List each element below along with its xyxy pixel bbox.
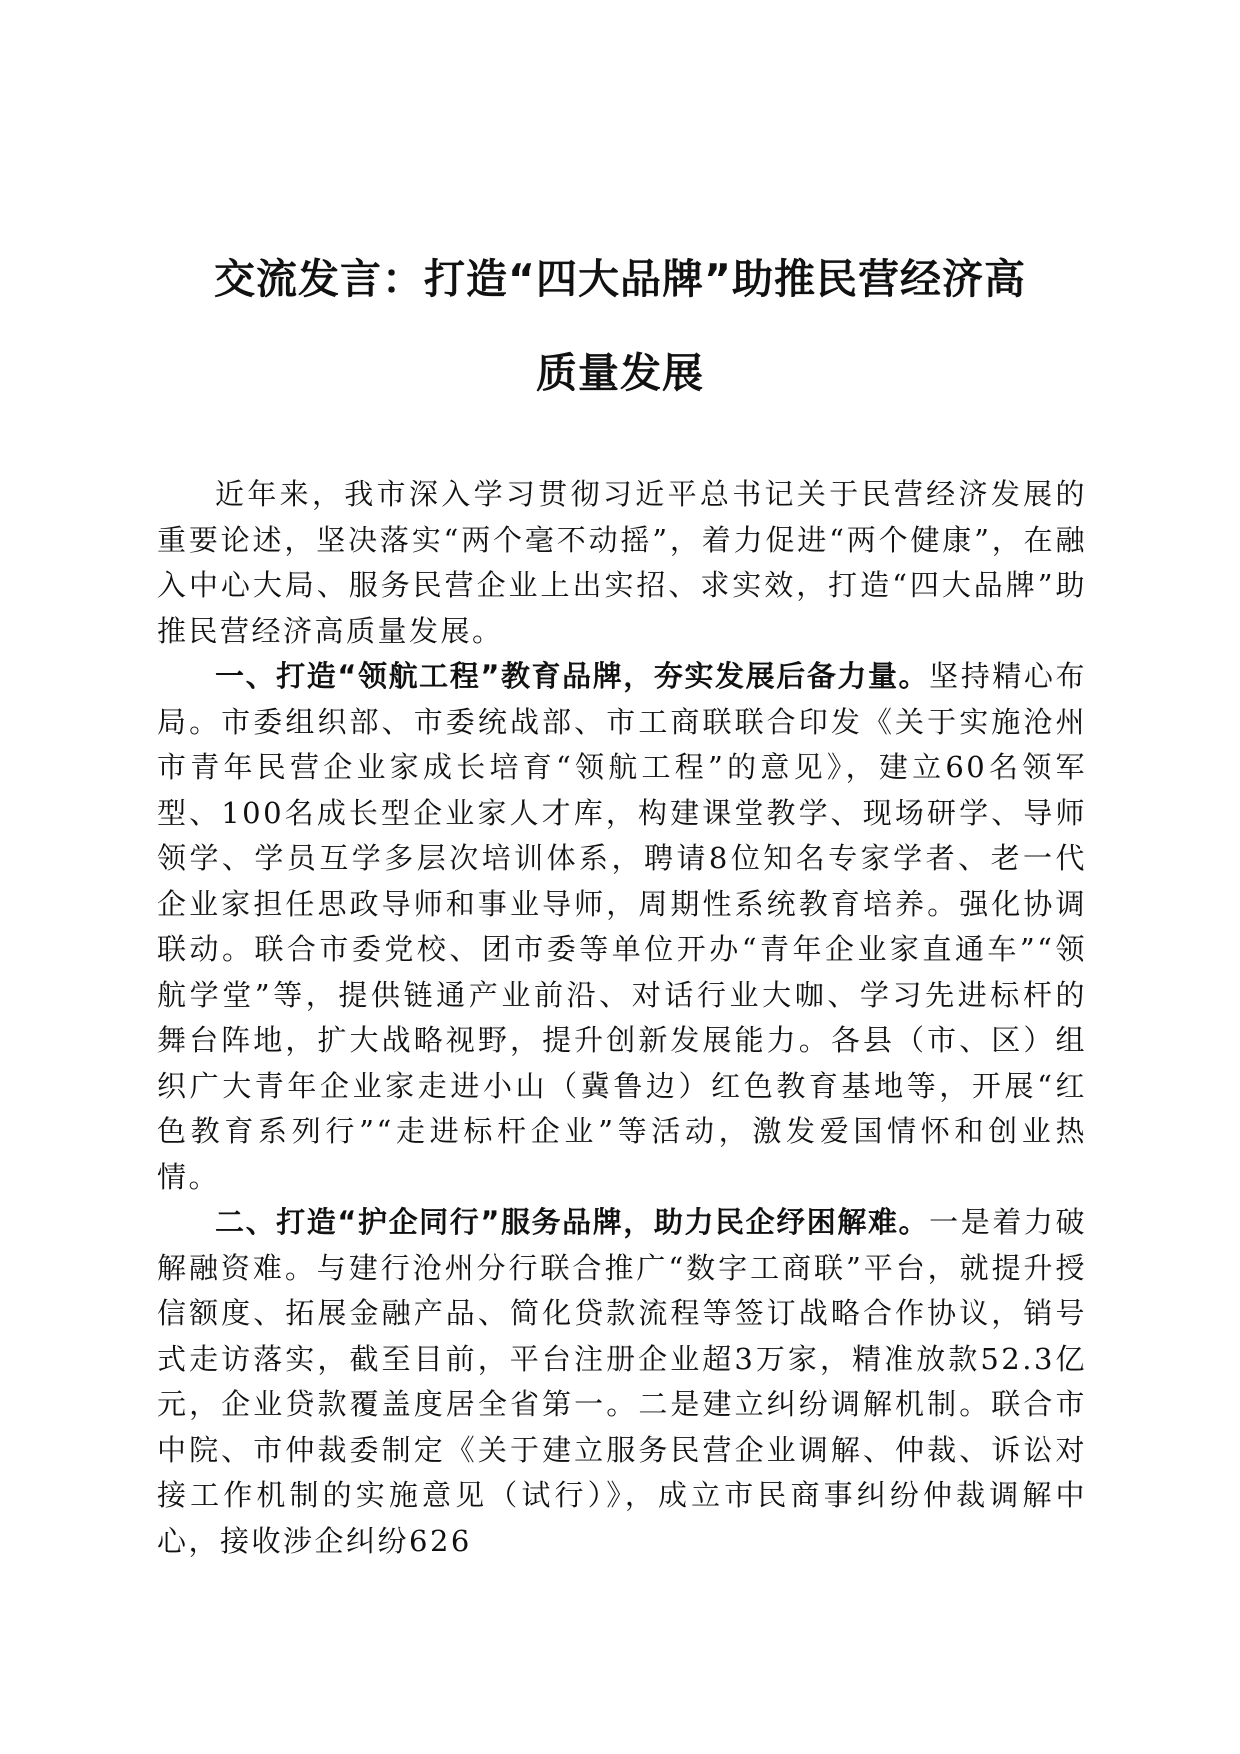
paragraph-text: 坚持精心布局。市委组织部、市委统战部、市工商联联合印发《关于实施沧州市青年民营企业家成长培育“领航工程”的意见》，建立60名领军型、100名成长型企业家人才库，构建课堂教学、现场研学、导师领学、学员互学多层次培训体系，聘请8位知名专家学者、老一代企业家担任思政导师和事业导师，周期性系统教育培养。强化协调联动。联合市委党校、团市委等单位开办“青年企业家直通车”“领航学堂”等，提供链通产业前沿、对话行业大咖、学习先进标杆的舞台阵地，扩大战略视野，提升创新发展能力。各县（市、区）组织广大青年企业家走进小山（冀鲁边）红色教育基地等，开展“红色教育系列行”“走进标杆企业”等活动，激发爱国情怀和创业热情。: [157, 659, 1087, 1194]
title-line-2: 质量发展: [536, 349, 704, 397]
paragraph-text: 近年来，我市深入学习贯彻习近平总书记关于民营经济发展的重要论述，坚决落实“两个毫不动摇”，着力促进“两个健康”，在融入中心大局、服务民营企业上出实招、求实效，打造“四大品牌”助推民营经济高质量发展。: [157, 477, 1087, 648]
document-title: [150, 232, 1090, 420]
document-body: [157, 472, 1087, 1564]
paragraph-intro: [157, 472, 1087, 654]
paragraph-text: 一是着力破解融资难。与建行沧州分行联合推广“数字工商联”平台，就提升授信额度、拓展金融产品、简化贷款流程等签订战略合作协议，销号式走访落实，截至目前，平台注册企业超3万家，精准放款52.3亿元，企业贷款覆盖度居全省第一。二是建立纠纷调解机制。联合市中院、市仲裁委制定《关于建立服务民营企业调解、仲裁、诉讼对接工作机制的实施意见（试行）》，成立市民商事纠纷仲裁调解中心，接收涉企纠纷626: [157, 1205, 1087, 1558]
title-line-1: 交流发言：打造“四大品牌”助推民营经济高: [214, 255, 1026, 303]
paragraph-section-2: [157, 1200, 1087, 1564]
paragraph-lead: 一、打造“领航工程”教育品牌，夯实发展后备力量。: [215, 659, 930, 693]
paragraph-lead: 二、打造“护企同行”服务品牌，助力民企纾困解难。: [215, 1205, 930, 1239]
paragraph-section-1: [157, 654, 1087, 1200]
